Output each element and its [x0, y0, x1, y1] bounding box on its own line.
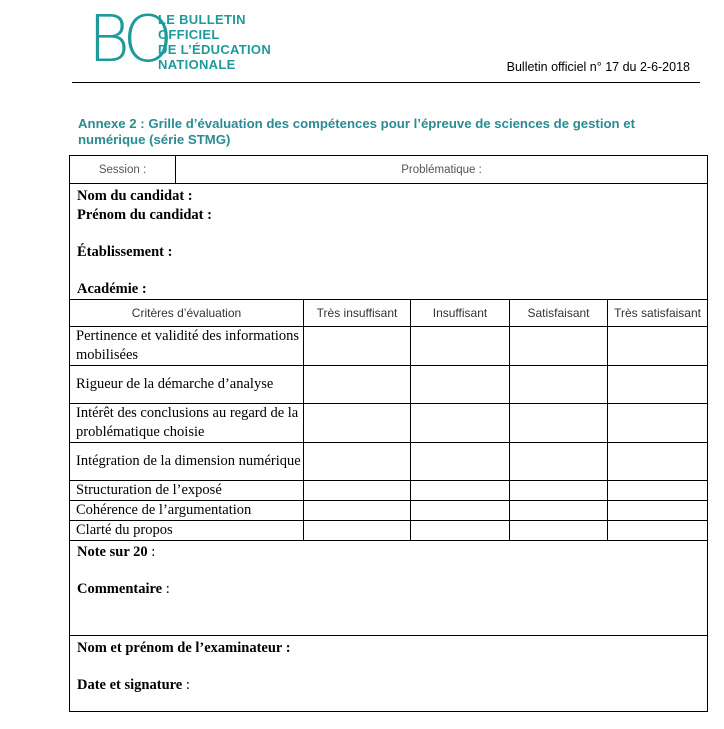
rating-cell[interactable] — [411, 404, 510, 443]
rating-cell[interactable] — [608, 443, 708, 481]
criterion-label: Intégration de la dimension numérique — [70, 443, 304, 481]
rating-cell[interactable] — [304, 501, 411, 521]
criterion-row — [70, 481, 708, 501]
bulletin-reference: Bulletin officiel n° 17 du 2-6-2018 — [506, 60, 690, 74]
comment-label: Commentaire — [77, 581, 163, 597]
grade-suffix: : — [147, 544, 156, 560]
candidate-info-row — [70, 184, 708, 300]
rating-cell[interactable] — [510, 443, 608, 481]
column-header: Critères d’évaluation — [70, 300, 304, 327]
candidate-firstname-label: Prénom du candidat : — [77, 207, 212, 223]
rating-cell[interactable] — [304, 327, 411, 366]
rating-cell[interactable] — [510, 501, 608, 521]
problematique-field[interactable]: Problématique : — [176, 156, 708, 184]
criterion-row — [70, 404, 708, 443]
rating-cell[interactable] — [304, 404, 411, 443]
rating-cell[interactable] — [411, 501, 510, 521]
academy-label: Académie : — [77, 281, 147, 297]
column-header: Satisfaisant — [510, 300, 608, 327]
comment-line — [77, 580, 707, 599]
grade-label: Note sur 20 — [77, 544, 148, 560]
date-signature-label: Date et signature — [77, 677, 183, 693]
criterion-label: Intérêt des conclusions au regard de la problématique choisie — [70, 404, 304, 443]
comment-suffix: : — [162, 581, 170, 597]
rating-cell[interactable] — [304, 443, 411, 481]
grade-line — [77, 543, 707, 562]
rating-cell[interactable] — [608, 521, 708, 541]
criterion-label: Rigueur de la démarche d’analyse — [70, 366, 304, 404]
rating-cell[interactable] — [411, 481, 510, 501]
criterion-row — [70, 521, 708, 541]
criterion-label: Clarté du propos — [70, 521, 304, 541]
rating-cell[interactable] — [510, 404, 608, 443]
session-field[interactable]: Session : — [70, 156, 176, 184]
rating-cell[interactable] — [411, 366, 510, 404]
criterion-row — [70, 443, 708, 481]
grade-comment-row — [70, 541, 708, 636]
evaluation-grid — [69, 155, 708, 712]
column-header: Insuffisant — [411, 300, 510, 327]
criterion-label: Pertinence et validité des informations mobilisées — [70, 327, 304, 366]
rating-cell[interactable] — [411, 327, 510, 366]
rating-cell[interactable] — [608, 327, 708, 366]
annex-title: Annexe 2 : Grille d’évaluation des compétences pour l’épreuve de sciences de gestion et numérique (série STMG) — [78, 116, 635, 147]
grade-comment-block[interactable] — [70, 541, 708, 636]
date-signature-suffix: : — [182, 677, 190, 693]
criterion-row — [70, 327, 708, 366]
criterion-row — [70, 501, 708, 521]
rating-cell[interactable] — [510, 481, 608, 501]
rating-cell[interactable] — [304, 366, 411, 404]
logo-line: DE L’ÉDUCATION — [158, 42, 272, 57]
rating-cell[interactable] — [510, 366, 608, 404]
rating-cell[interactable] — [510, 521, 608, 541]
session-row — [70, 156, 708, 184]
criterion-row — [70, 366, 708, 404]
criteria-header-row — [70, 300, 708, 327]
rating-cell[interactable] — [304, 521, 411, 541]
rating-cell[interactable] — [304, 481, 411, 501]
rating-cell[interactable] — [411, 443, 510, 481]
establishment-label: Établissement : — [77, 244, 173, 260]
candidate-info-block[interactable] — [70, 184, 708, 300]
criterion-label: Structuration de l’exposé — [70, 481, 304, 501]
criterion-label: Cohérence de l’argumentation — [70, 501, 304, 521]
column-header: Très insuffisant — [304, 300, 411, 327]
rating-cell[interactable] — [608, 501, 708, 521]
logo-line: OFFICIEL — [158, 27, 220, 42]
logo-line: NATIONALE — [158, 57, 236, 72]
rating-cell[interactable] — [608, 404, 708, 443]
logo-wordmark — [158, 12, 271, 72]
header-divider — [72, 82, 700, 83]
rating-cell[interactable] — [608, 481, 708, 501]
date-signature-line — [77, 676, 707, 695]
rating-cell[interactable] — [510, 327, 608, 366]
rating-cell[interactable] — [411, 521, 510, 541]
examiner-row — [70, 636, 708, 712]
examiner-label: Nom et prénom de l’examinateur : — [77, 640, 291, 656]
column-header: Très satisfaisant — [608, 300, 708, 327]
logo-mark: BO — [88, 3, 168, 77]
candidate-lastname-label: Nom du candidat : — [77, 188, 193, 204]
rating-cell[interactable] — [608, 366, 708, 404]
examiner-block[interactable] — [70, 636, 708, 712]
logo-line: LE BULLETIN — [158, 12, 246, 27]
